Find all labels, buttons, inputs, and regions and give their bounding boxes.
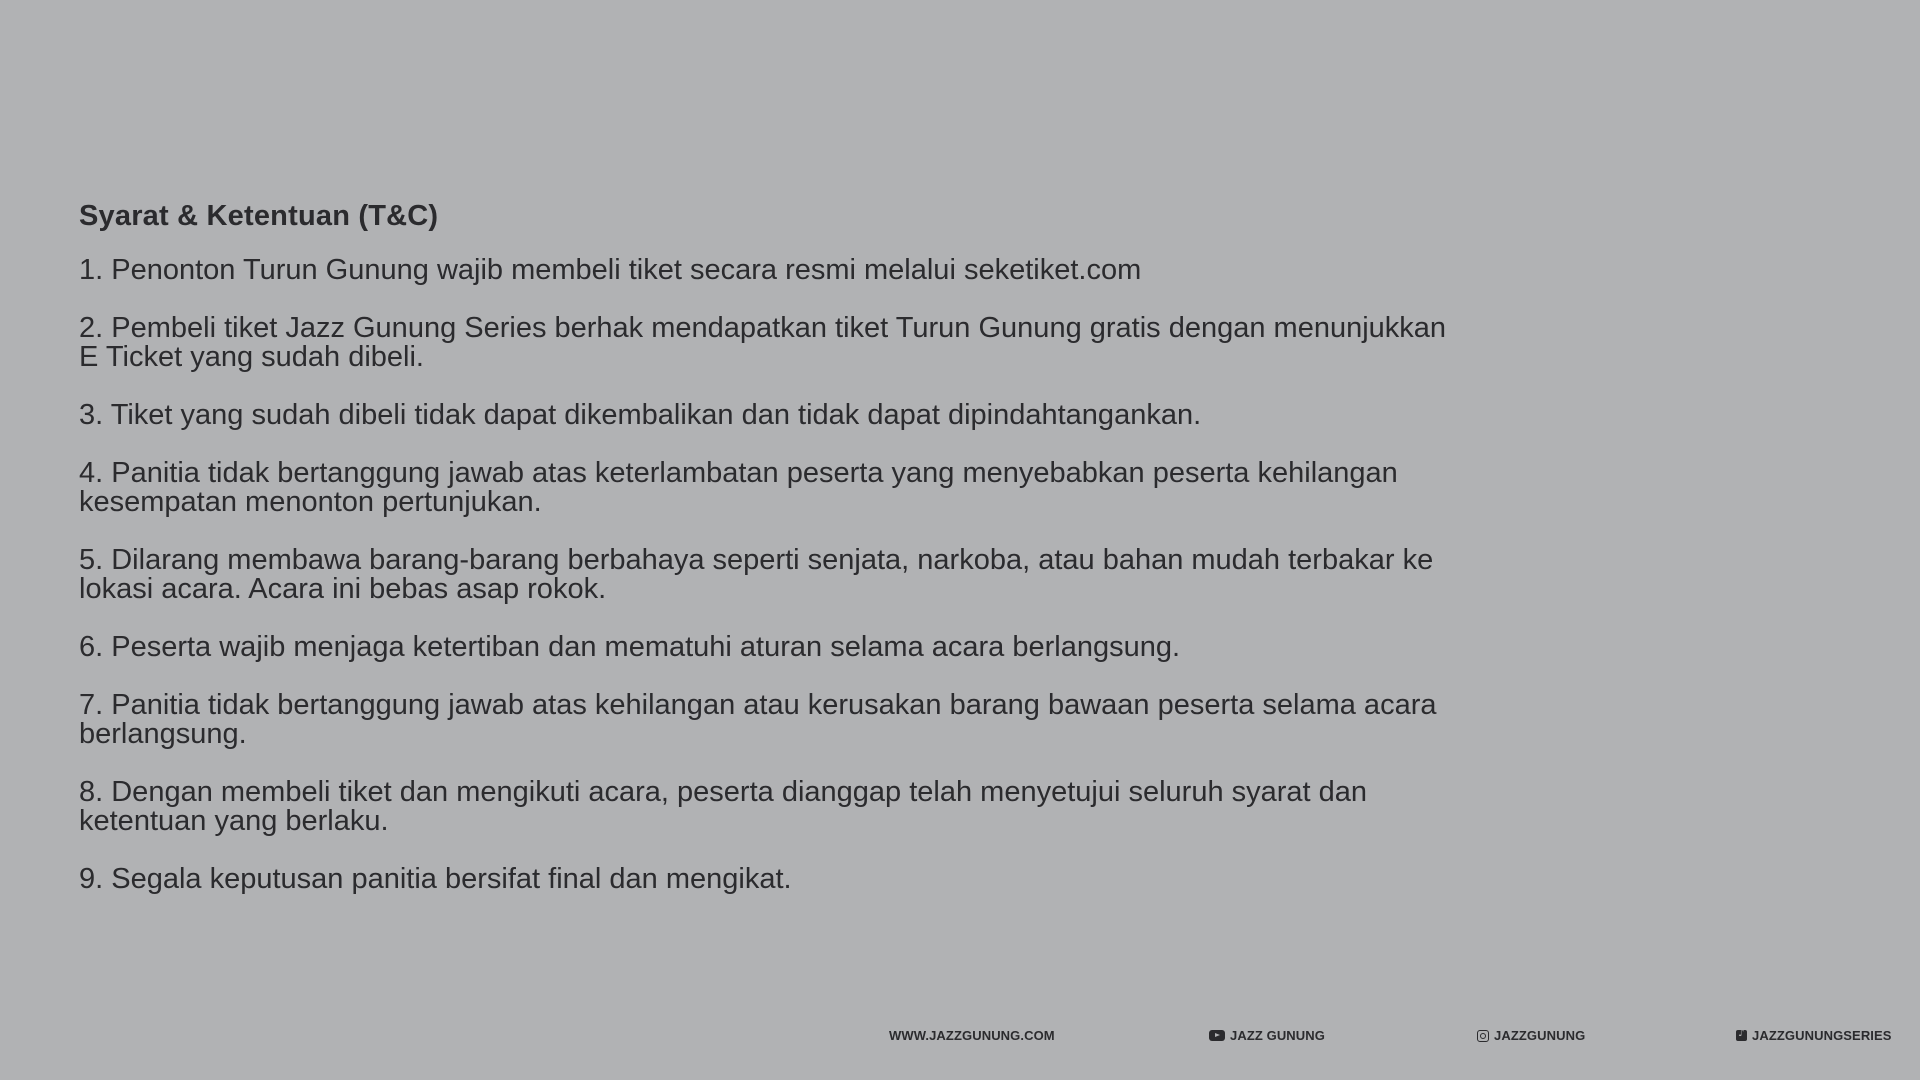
tiktok-icon <box>1736 1030 1747 1041</box>
term-item-7: 7. Panitia tidak bertanggung jawab atas kehilangan atau kerusakan barang bawaan peserta selama acara berlangsung. <box>79 689 1437 750</box>
page-title: Syarat & Ketentuan (T&C) <box>79 200 439 232</box>
term-item-8: 8. Dengan membeli tiket dan mengikuti acara, peserta dianggap telah menyetujui seluruh syarat dan ketentuan yang berlaku. <box>79 776 1368 837</box>
term-item-5: 5. Dilarang membawa barang-barang berbahaya seperti senjata, narkoba, atau bahan mudah terbakar ke lokasi acara. Acara ini bebas asap rokok. <box>79 544 1434 605</box>
footer-instagram-link[interactable] <box>1477 1028 1585 1043</box>
footer-tiktok-label: JAZZGUNUNGSERIES <box>1752 1028 1892 1043</box>
instagram-icon <box>1477 1030 1489 1042</box>
term-item-4: 4. Panitia tidak bertanggung jawab atas keterlambatan peserta yang menyebabkan peserta kehilangan kesempatan menonton pertunjukan. <box>79 457 1398 518</box>
footer-tiktok-link[interactable] <box>1736 1028 1892 1043</box>
terms-section <box>79 198 1479 923</box>
terms-list <box>79 256 1479 894</box>
footer-instagram-label: JAZZGUNUNG <box>1494 1028 1586 1043</box>
youtube-icon <box>1209 1030 1225 1041</box>
term-item-3: 3. Tiket yang sudah dibeli tidak dapat dikembalikan dan tidak dapat dipindahtangankan. <box>79 399 1202 431</box>
term-item-2: 2. Pembeli tiket Jazz Gunung Series berhak mendapatkan tiket Turun Gunung gratis dengan menunjukkan E Ticket yang sudah dibeli. <box>79 312 1447 373</box>
footer-website-label: WWW.JAZZGUNUNG.COM <box>889 1028 1055 1043</box>
term-item-1: 1. Penonton Turun Gunung wajib membeli tiket secara resmi melalui seketiket.com <box>79 254 1142 286</box>
footer-youtube-label: JAZZ GUNUNG <box>1230 1028 1325 1043</box>
footer-website-link[interactable] <box>889 1028 1055 1043</box>
footer-youtube-link[interactable] <box>1209 1028 1325 1043</box>
term-item-9: 9. Segala keputusan panitia bersifat final dan mengikat. <box>79 863 792 895</box>
term-item-6: 6. Peserta wajib menjaga ketertiban dan mematuhi aturan selama acara berlangsung. <box>79 631 1181 663</box>
